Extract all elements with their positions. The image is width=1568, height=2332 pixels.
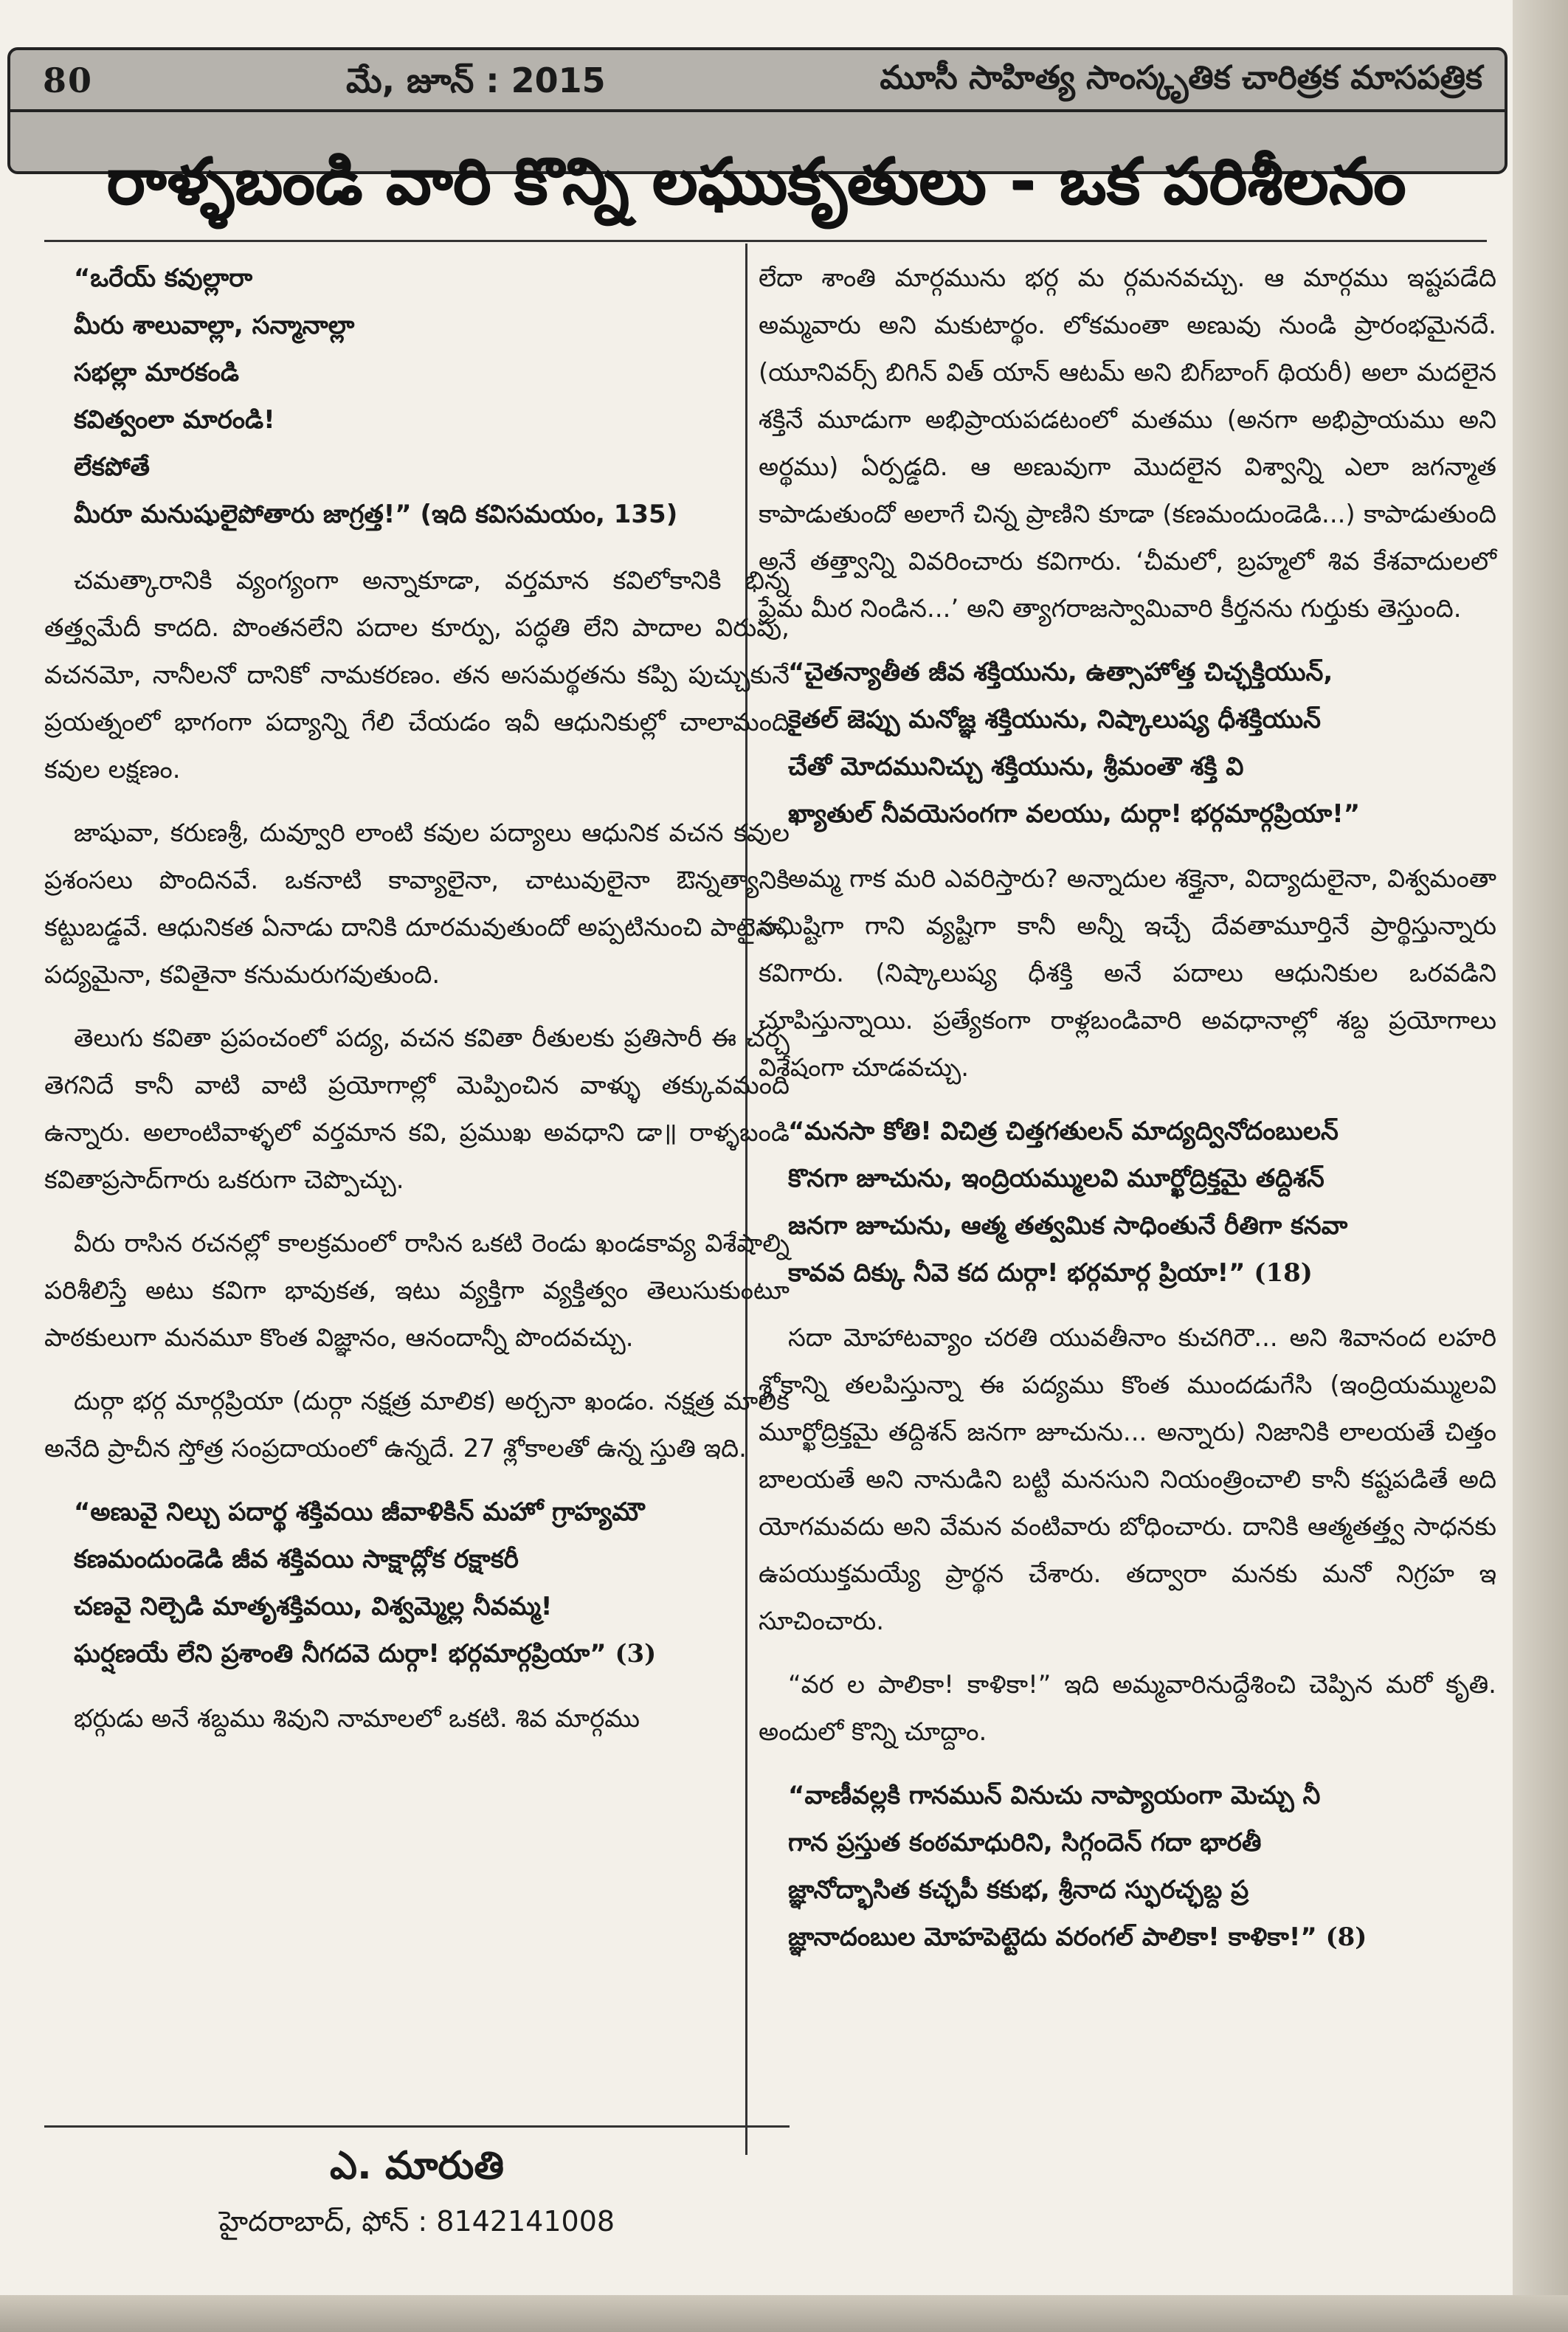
verse-line: [788, 1914, 1496, 1961]
verse-number: (8): [1325, 1922, 1367, 1952]
left-column: [44, 255, 790, 1759]
paragraph: “వర ల పాలికా! కాళికా!” ఇది అమ్మవారినుద్దేశించి చెప్పిన మరో కృతి. అందులో కొన్ని చూద్దాం.: [759, 1670, 1496, 1747]
verse-line: చణవై నిల్చెడి మాతృశక్తివయి, విశ్వమ్మెల్ల నీవమ్మ!: [74, 1592, 553, 1621]
poem-line: మీరూ మనుషులైపోతారు జాగ్రత్త!” (ఇది కవిసమయం, 135): [74, 500, 678, 529]
paragraph: వీరు రాసిన రచనల్లో కాలక్రమంలో రాసిన ఒకటి రెండు ఖండకావ్య విశేషాల్ని పరిశీలిస్తే అటు కవిగా భావుకత, ఇటు వ్యక్తిగా వ్యక్తిత్వం తెలుసుకుంటూ పాఠకులుగా మనమూ కొంత విజ్ఞానం, ఆనందాన్నీ పొందవచ్చు.: [44, 1229, 790, 1353]
verse-3: [74, 1488, 790, 1677]
verse-line: “అణువై నిల్చు పదార్థ శక్తివయి జీవాళికిన్ మహో గ్రాహ్యమౌ: [74, 1497, 645, 1527]
verse-line: “చైతన్యాతీత జీవ శక్తియును, ఉత్సాహోత్త చిచ్ఛక్తియున్,: [788, 658, 1333, 687]
author-name: ఎ. మారుతి: [329, 2144, 505, 2188]
author-block: [44, 2144, 790, 2245]
author-divider: [44, 2125, 790, 2128]
verse-line: ఖ్యాతుల్ నీవయెసంగగా వలయు, దుర్గా! భర్గమార్గప్రియా!”: [788, 799, 1361, 829]
verse-line: “వాణీవల్లకి గానమున్ వినుచు నాప్యాయంగా మెచ్చు నీ: [788, 1781, 1321, 1810]
paragraph: సదా మోహాటవ్యాం చరతి యువతీనాం కుచగిరౌ... అని శివానంద లహరి శ్లోకాన్ని తలపిస్తున్నా ఈ పద్యము కొంత ముందడుగేసి (ఇంద్రియమ్ములవి మూర్ఖోద్రిక్తమై తద్దిశన్ జనగా జూచును... అన్నారు) నిజానికి లాలయతే చిత్తం బాలయతే అని నానుడిని బట్టి మనసుని నియంత్రించాలి కానీ కష్టపడితే అది యోగమవదు అని వేమన వంటివారు బోధించారు. దానికి ఆత్మతత్త్వ సాధనకు ఉపయుక్తమయ్యే ప్రార్థన చేశారు. తద్వారా మనకు మనో నిగ్రహ ఇ సూచించారు.: [759, 1323, 1496, 1636]
page-edge-shadow: [1513, 0, 1568, 2332]
verse-line: జ్ఞానోద్భాసిత కచ్ఛపీ కకుభ, శ్రీనాద స్ఫురచ్ఛబ్ద ప్ర: [788, 1875, 1249, 1905]
verse-18: [788, 1108, 1496, 1297]
poem-line: కవిత్వంలా మారండి!: [74, 405, 275, 435]
paragraph: చమత్కారానికి వ్యంగ్యంగా అన్నాకూడా, వర్తమాన కవిలోకానికి భిన్న తత్త్వమేదీ కాదది. పొంతనలేని పదాల కూర్పు, పద్ధతి లేని పాదాల విరుపు, వచనమో, నానీలనో దానికో నామకరణం. తన అసమర్థతను కప్పి పుచ్చుకునే ప్రయత్నంలో భాగంగా పద్యాన్ని గేలి చేయడం ఇవీ ఆధునికుల్లో చాలామంది కవుల లక్షణం.: [44, 566, 790, 784]
verse-line-text: జ్ఞానాదంబుల మోహపెట్టెదు వరంగల్ పాలికా! కాళికా!”: [788, 1922, 1317, 1952]
verse-number: (3): [615, 1639, 657, 1669]
article-title: రాళ్ళబండి వారి కొన్ని లఘుకృతులు - ఒక పరిశీలనం: [106, 145, 1406, 218]
verse-line: “మనసా కోతి! విచిత్ర చిత్తగతులన్ మాద్యద్వినోదంబులన్: [788, 1117, 1339, 1146]
verse-chaitanya: [788, 649, 1496, 838]
verse-line-text: కావవ దిక్కు నీవె కద దుర్గా! భర్గమార్గ ప్రియా!”: [788, 1258, 1246, 1288]
right-column: [759, 255, 1496, 1979]
paragraph: జాషువా, కరుణశ్రీ, దువ్వూరి లాంటి కవుల పద్యాలు ఆధునిక వచన కవుల ప్రశంసలు పొందినవే. ఒకనాటి కావ్యాలైనా, చాటువులైనా ఔన్నత్యానికి కట్టుబడ్డవే. ఆధునికత ఏనాడు దానికి దూరమవుతుందో అప్పటినుంచి పాటైనా, పద్యమైనా, కవితైనా కనుమరుగవుతుంది.: [44, 818, 790, 990]
header-divider: [10, 109, 1505, 112]
verse-line: కొనగా జూచును, ఇంద్రియమ్ములవి మూర్ఖోద్రిక్తమై తద్దిశన్: [788, 1164, 1324, 1193]
verse-line: చేతో మోదమునిచ్చు శక్తియును, శ్రీమంతౌ శక్తి వి: [788, 752, 1244, 782]
author-contact: హైదరాబాద్, ఫోన్ : 8142141008: [218, 2205, 615, 2238]
title-divider: [44, 240, 1487, 242]
verse-line: జనగా జూచును, ఆత్మ తత్వమిక సాధింతునే రీతిగా కనవా: [788, 1211, 1348, 1241]
page-bottom-edge: [0, 2295, 1568, 2332]
magazine-name: మూసీ సాహిత్య సాంస్కృతిక చారిత్రక మాసపత్రిక: [880, 59, 1482, 97]
issue-date: మే, జూన్ : 2015: [346, 61, 606, 100]
paragraph: దుర్గా భర్గ మార్గప్రియా (దుర్గా నక్షత్ర మాలిక) అర్చనా ఖండం. నక్షత్ర మాలిక అనేది ప్రాచీన స్తోత్ర సంప్రదాయంలో ఉన్నదే. 27 శ్లోకాలతో ఉన్న స్తుతి ఇది.: [44, 1387, 790, 1463]
verse-line-text: ఘర్షణయే లేని ప్రశాంతి నీగదవె దుర్గా! భర్గమార్గప్రియా”: [74, 1639, 607, 1669]
verse-line: [788, 1249, 1496, 1297]
paragraph: అమ్మ గాక మరి ఎవరిస్తారు? అన్నాదుల శక్తైనా, విద్యాదులైనా, విశ్వమంతా సమిష్టిగా గాని వ్యష్టిగా కానీ అన్నీ ఇచ్చే దేవతామూర్తినే ప్రార్థిస్తున్నారు కవిగారు. (నిష్కాలుష్య ధీశక్తి అనే పదాలు ఆధునికుల ఒరవడిని చూపిస్తున్నాయి. ప్రత్యేకంగా రాళ్లబండివారి అవధానాల్లో శబ్ద ప్రయోగాలు విశేషంగా చూడవచ్చు.: [759, 864, 1496, 1083]
page-number: 80: [43, 61, 94, 100]
header-row: [10, 50, 1505, 109]
opening-poem: [74, 255, 790, 538]
poem-line: “ఒరేయ్ కవుల్లారా: [74, 263, 253, 293]
paragraph: తెలుగు కవితా ప్రపంచంలో పద్య, వచన కవితా రీతులకు ప్రతిసారీ ఈ చర్చ తెగనిదే కానీ వాటి వాటి ప్రయోగాల్లో మెప్పించిన వాళ్ళు తక్కువమంది ఉన్నారు. అలాంటివాళ్ళలో వర్తమాన కవి, ప్రముఖ అవధాని డా॥ రాళ్ళబండి కవితాప్రసాద్‌గారు ఒకరుగా చెప్పొచ్చు.: [44, 1024, 790, 1195]
poem-line: లేకపోతే: [74, 452, 150, 482]
paragraph: భర్గుడు అనే శబ్దము శివుని నామాలలో ఒకటి. శివ మార్గము: [74, 1704, 640, 1734]
verse-line: కణమందుండెడి జీవ శక్తివయి సాక్షాద్లోక రక్షాకరీ: [74, 1545, 519, 1574]
verse-line: కైతల్ జెప్పు మనోజ్ఞ శక్తియును, నిష్కాలుష్య ధీశక్తియున్: [788, 705, 1322, 734]
verse-number: (18): [1254, 1258, 1313, 1288]
verse-line: [74, 1630, 790, 1677]
paragraph: లేదా శాంతి మార్గమును భర్గ మ ర్గమనవచ్చు. ఆ మార్గము ఇష్టపడేది అమ్మవారు అని మకుటార్థం. లోకమంతా అణువు నుండి ప్రారంభమైనదే. (యూనివర్స్ బిగిన్ విత్ యాన్ ఆటమ్ అని బిగ్‌బాంగ్ థియరీ) అలా మదలైన శక్తినే మూడుగా అభిప్రాయపడటంలో మతము (అనగా అభిప్రాయము అని అర్థము) ఏర్పడ్డది. ఆ అణువుగా మొదలైన విశ్వాన్ని ఎలా జగన్మాత కాపాడుతుందో అలాగే చిన్న ప్రాణిని కూడా (కణమందుండెడి...) కాపాడుతుంది అనే తత్త్వాన్ని వివరించారు కవిగారు. ‘చీమలో, బ్రహ్మలో శివ కేశవాదులలో ప్రేమ మీర నిండిన...’ అని త్యాగరాజస్వామివారి కీర్తనను గుర్తుకు తెస్తుంది.: [759, 263, 1496, 624]
poem-line: మీరు శాలువాల్లా, సన్మానాల్లా: [74, 311, 355, 340]
verse-8: [788, 1772, 1496, 1961]
poem-line: సభల్లా మారకండి: [74, 358, 239, 387]
verse-line: గాన ప్రస్తుత కంఠమాధురిని, సిగ్గందెన్ గదా భారతీ: [788, 1828, 1262, 1857]
